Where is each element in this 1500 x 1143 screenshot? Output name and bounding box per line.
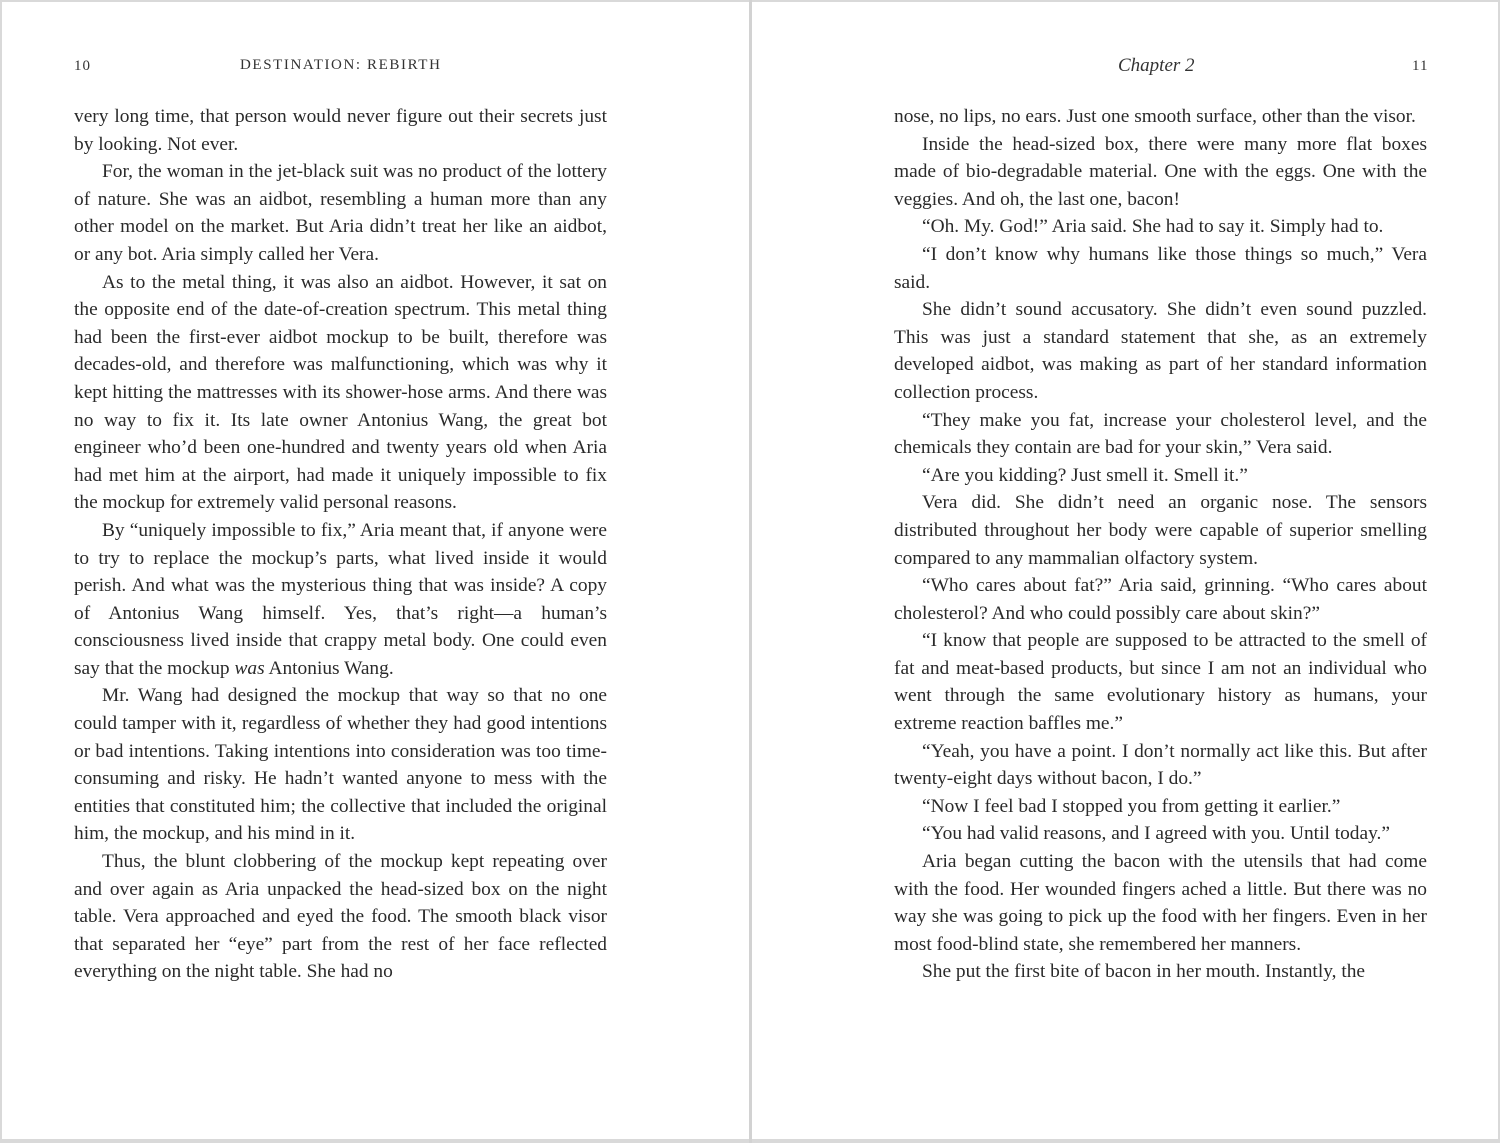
paragraph: “You had valid reasons, and I agreed with you. Until today.”: [922, 823, 1390, 845]
running-head-chapter: Chapter 2: [1118, 55, 1195, 76]
paragraph: “I know that people are supposed to be attracted to the smell of fat and meat-based products, but since I am not an individual who went through the same evolutionary history as humans, your extreme reaction baffles me.”: [894, 630, 1427, 735]
paragraph: “I don’t know why humans like those things so much,” Vera said.: [894, 243, 1427, 293]
paragraph: “Who cares about fat?” Aria said, grinning. “Who cares about cholesterol? And who could possibly care about skin?”: [894, 575, 1427, 624]
paragraph: “Oh. My. God!” Aria said. She had to say it. Simply had to.: [922, 216, 1384, 238]
paragraph: Thus, the blunt clobbering of the mockup kept repeating over and over again as Aria unpacked the head-sized box on the night table. Vera approached and eyed the food. The smooth black visor that separated her “eye” part from the rest of her face reflected everything on the night table. She had no: [74, 851, 607, 983]
paragraph: “They make you fat, increase your cholesterol level, and the chemicals they contain are bad for your skin,” Vera said.: [894, 409, 1427, 459]
body-text: [74, 103, 607, 986]
paragraph: “Yeah, you have a point. I don’t normally act like this. But after twenty-eight days without bacon, I do.”: [894, 740, 1427, 790]
paragraph: nose, no lips, no ears. Just one smooth surface, other than the visor.: [894, 106, 1416, 127]
running-head-title: DESTINATION: REBIRTH: [240, 57, 442, 73]
page-number: 10: [74, 58, 91, 74]
paragraph-text: By “uniquely impossible to fix,” Aria meant that, if anyone were to try to replace the mockup’s parts, what lived inside it would perish. And what was the mysterious thing that was inside? A copy of Antonius Wang himself. Yes, that’s right—a human’s consciousness lived inside that crappy metal body. One could even say that the mockup: [74, 519, 607, 679]
paragraph: “Now I feel bad I stopped you from getting it earlier.”: [922, 795, 1341, 817]
paragraph: She didn’t sound accusatory. She didn’t even sound puzzled. This was just a standard statement that she, as an extremely developed aidbot, was making as part of her standard information collection process.: [894, 299, 1427, 403]
left-page: [2, 2, 749, 1139]
paragraph: As to the metal thing, it was also an aidbot. However, it sat on the opposite end of the date-of-creation spectrum. This metal thing had been the first-ever aidbot mockup to be built, therefore was decades-old, and therefore was malfunctioning, which was why it kept hitting the mattresses with its shower-hose arms. And there was no way to fix it. Its late owner Antonius Wang, the great bot engineer who’d been one-hundred and twenty years old when Aria had met him at the airport, had made it uniquely impossible to fix the mockup for extremely valid personal reasons.: [74, 271, 607, 514]
paragraph: very long time, that person would never figure out their secrets just by looking. Not ever.: [74, 106, 607, 155]
page-number: 11: [1412, 58, 1429, 74]
paragraph: For, the woman in the jet-black suit was no product of the lottery of nature. She was an aidbot, resembling a human more than any other model on the market. But Aria didn’t treat her like an aidbot, or any bot. Aria simply called her Vera.: [74, 161, 607, 265]
body-text: [894, 103, 1427, 986]
paragraph: Inside the head-sized box, there were many more flat boxes made of bio-degradable material. One with the eggs. One with the veggies. And oh, the last one, bacon!: [894, 133, 1427, 210]
paragraph: [74, 517, 607, 683]
paragraph-text-tail: Antonius Wang.: [268, 657, 394, 679]
paragraph: Vera did. She didn’t need an organic nose. The sensors distributed throughout her body were capable of superior smelling compared to any mammalian olfactory system.: [894, 492, 1427, 569]
paragraph: Mr. Wang had designed the mockup that way so that no one could tamper with it, regardless of whether they had good intentions or bad intentions. Taking intentions into consideration was too time-consuming and risky. He hadn’t wanted anyone to mess with the entities that constituted him; the collective that included the original him, the mockup, and his mind in it.: [74, 685, 607, 845]
italic-word: was: [234, 657, 265, 679]
paragraph: She put the first bite of bacon in her mouth. Instantly, the: [922, 961, 1366, 983]
right-page: [752, 2, 1498, 1139]
paragraph: “Are you kidding? Just smell it. Smell it.”: [922, 464, 1248, 486]
paragraph: Aria began cutting the bacon with the utensils that had come with the food. Her wounded fingers ached a little. But there was no way she was going to pick up the food with her fingers. Even in her most food-blind state, she remembered her manners.: [894, 851, 1427, 955]
